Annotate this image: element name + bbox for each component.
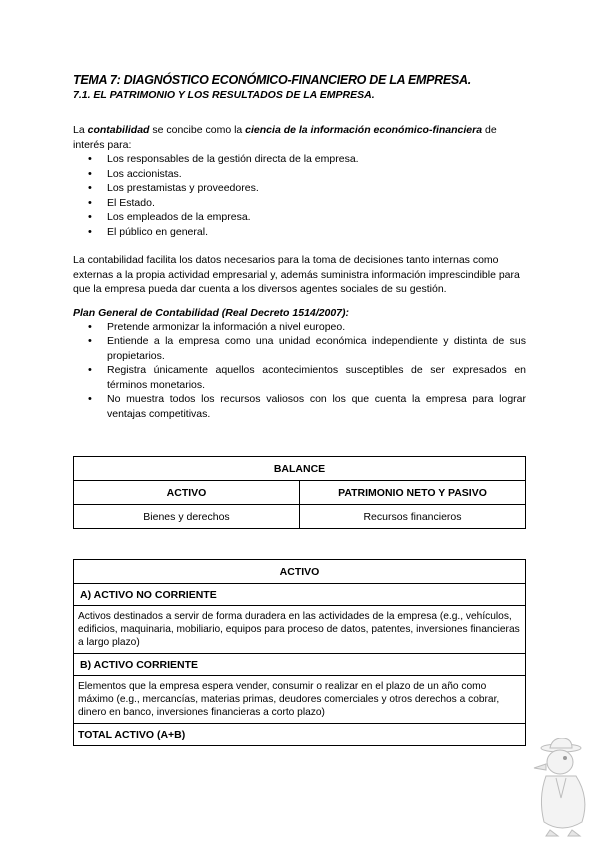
section-subtitle: 7.1. EL PATRIMONIO Y LOS RESULTADOS DE LA EMPRESA.: [73, 89, 375, 101]
balance-table: [73, 456, 526, 529]
list-item: • Pretende armonizar la información a nivel europeo.: [107, 320, 526, 335]
activo-no-corriente-heading: A) ACTIVO NO CORRIENTE: [74, 584, 526, 606]
balance-col-activo: ACTIVO: [74, 481, 300, 505]
document-title: TEMA 7: DIAGNÓSTICO ECONÓMICO-FINANCIERO DE LA EMPRESA.: [73, 73, 471, 87]
total-activo: TOTAL ACTIVO (A+B): [74, 724, 526, 746]
list-item: • Registra únicamente aquellos acontecimientos susceptibles de ser expresados en términos monetarios.: [107, 363, 526, 392]
list-item: • Los prestamistas y proveedores.: [107, 181, 526, 196]
stakeholder-list: [73, 152, 526, 239]
list-item: • El público en general.: [107, 225, 526, 240]
activo-table: [73, 559, 526, 746]
term-contabilidad: contabilidad: [87, 124, 150, 136]
activo-corriente-heading: B) ACTIVO CORRIENTE: [74, 654, 526, 676]
intro-paragraph: La contabilidad se concibe como la ciencia de la información económico-financiera de interés para:: [73, 124, 497, 151]
list-item: • Los responsables de la gestión directa de la empresa.: [107, 152, 526, 167]
list-item: • El Estado.: [107, 196, 526, 211]
balance-title: BALANCE: [74, 457, 526, 481]
duck-mascot-watermark-icon: [528, 738, 598, 838]
balance-cell-recursos: Recursos financieros: [300, 505, 526, 529]
activo-corriente-description: Elementos que la empresa espera vender, consumir o realizar en el plazo de un año como máximo (e.g., mercancías, materias primas, deudores comerciales y otros derechos a cobrar, dinero en banco, inversiones financieras a corto plazo): [74, 676, 526, 724]
list-item: • Los accionistas.: [107, 167, 526, 182]
activo-title: ACTIVO: [74, 560, 526, 584]
plan-title: Plan General de Contabilidad (Real Decreto 1514/2007):: [73, 306, 350, 319]
activo-no-corriente-description: Activos destinados a servir de forma duradera en las actividades de la empresa (e.g., vehículos, edificios, maquinaria, mobiliario, equipos para proceso de datos, patentes, inversiones financieras a largo plazo): [74, 606, 526, 654]
document-body: [73, 72, 526, 421]
list-item: • Entiende a la empresa como una unidad económica independiente y distinta de sus propietarios.: [107, 334, 526, 363]
balance-col-patrimonio: PATRIMONIO NETO Y PASIVO: [300, 481, 526, 505]
balance-cell-bienes: Bienes y derechos: [74, 505, 300, 529]
plan-list: [73, 320, 526, 422]
list-item: • Los empleados de la empresa.: [107, 210, 526, 225]
list-item: • No muestra todos los recursos valiosos con los que cuenta la empresa para lograr ventajas competitivas.: [107, 392, 526, 421]
accounting-purpose-paragraph: La contabilidad facilita los datos necesarios para la toma de decisiones tanto internas como externas a la propia actividad empresarial y, además suministra información imprescindible para que la empresa pueda dar cuenta a los diversos agentes sociales de su gestión.: [73, 254, 520, 295]
definition-text: ciencia de la información económico-financiera: [245, 124, 483, 136]
